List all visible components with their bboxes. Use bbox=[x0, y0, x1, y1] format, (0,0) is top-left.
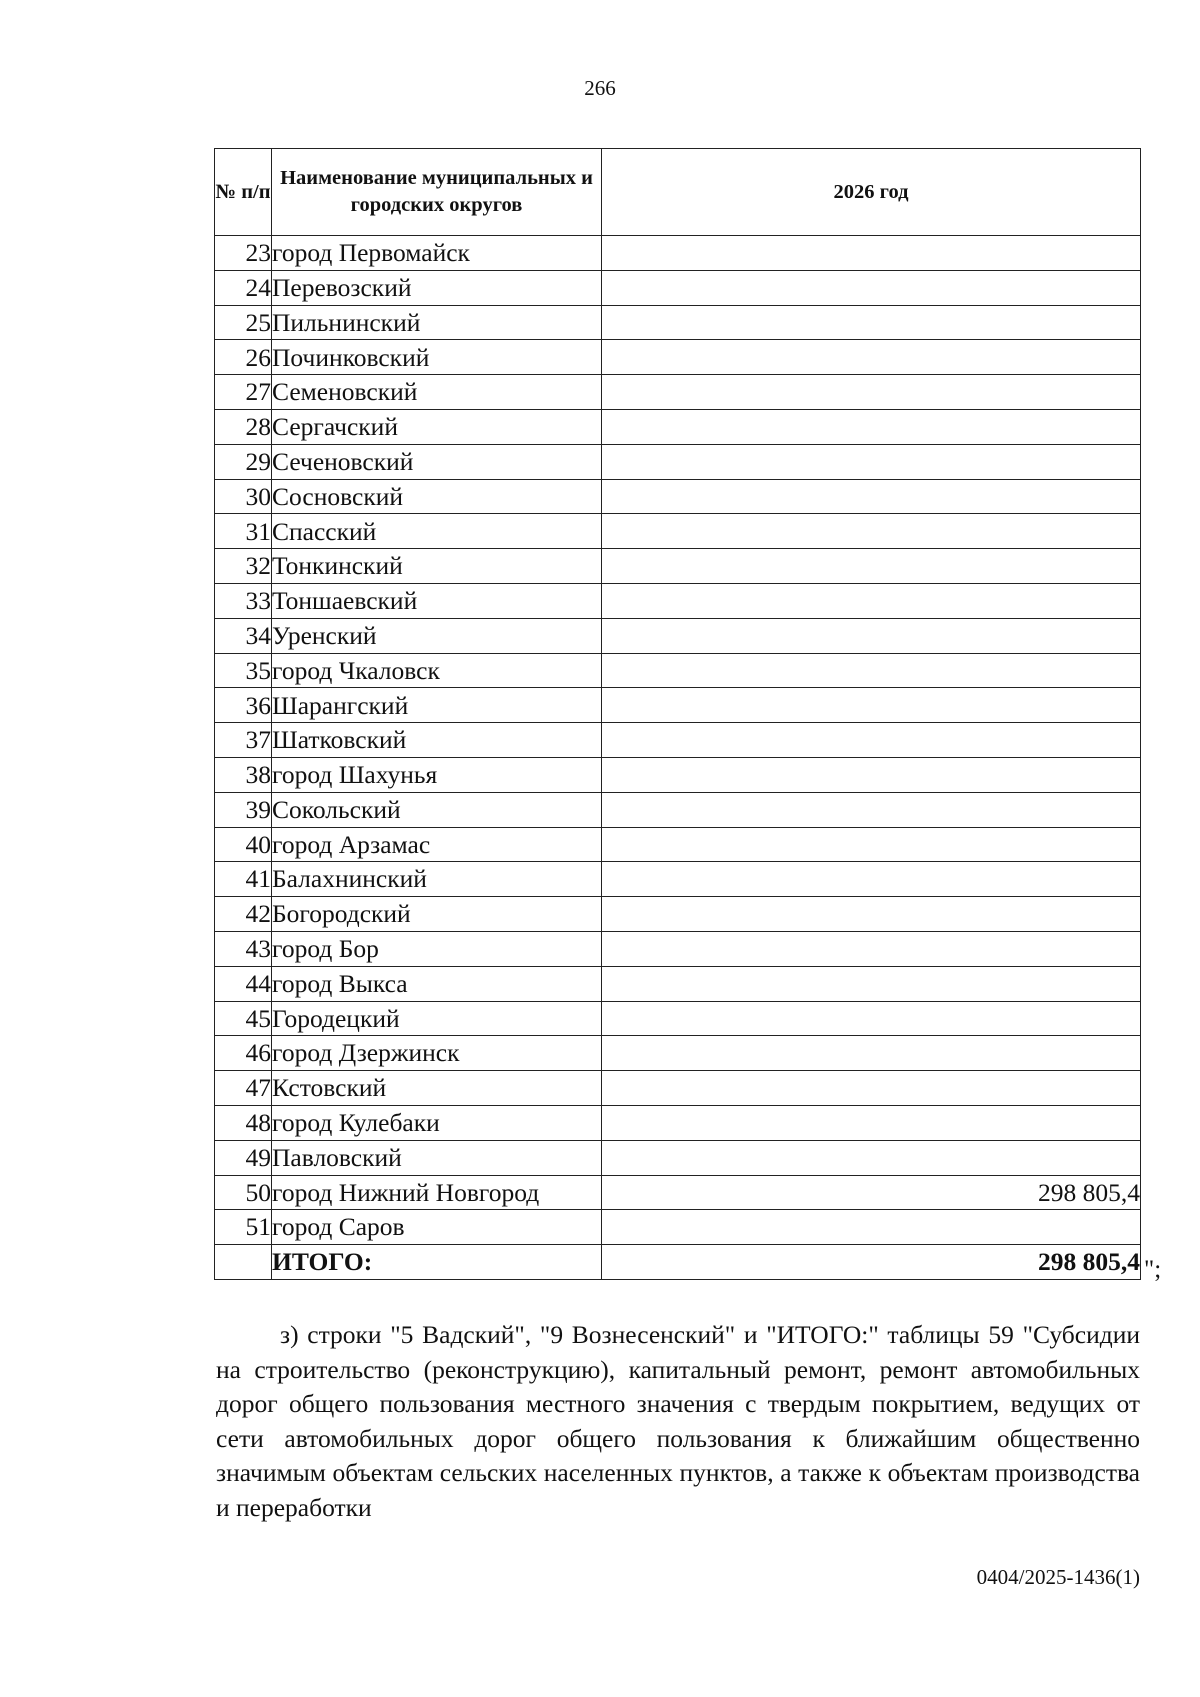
row-number: 48 bbox=[215, 1105, 272, 1140]
row-value bbox=[602, 757, 1141, 792]
row-number: 40 bbox=[215, 827, 272, 862]
row-name: Починковский bbox=[272, 340, 602, 375]
row-value bbox=[602, 653, 1141, 688]
row-name: город Чкаловск bbox=[272, 653, 602, 688]
table-row bbox=[215, 757, 1141, 792]
row-name: Сосновский bbox=[272, 479, 602, 514]
row-number: 31 bbox=[215, 514, 272, 549]
row-value bbox=[602, 618, 1141, 653]
total-label: ИТОГО: bbox=[272, 1245, 602, 1280]
header-year: 2026 год bbox=[602, 149, 1141, 236]
row-number: 26 bbox=[215, 340, 272, 375]
row-value bbox=[602, 1105, 1141, 1140]
table-row bbox=[215, 862, 1141, 897]
row-value bbox=[602, 1210, 1141, 1245]
table-row bbox=[215, 1001, 1141, 1036]
page-number: 266 bbox=[584, 76, 616, 100]
row-value bbox=[602, 409, 1141, 444]
table-row bbox=[215, 966, 1141, 1001]
table-row bbox=[215, 236, 1141, 271]
row-name: Пильнинский bbox=[272, 305, 602, 340]
row-name: город Арзамас bbox=[272, 827, 602, 862]
row-number: 23 bbox=[215, 236, 272, 271]
row-name: город Шахунья bbox=[272, 757, 602, 792]
total-num-cell bbox=[215, 1245, 272, 1280]
row-number: 51 bbox=[215, 1210, 272, 1245]
table-row bbox=[215, 1105, 1141, 1140]
row-number: 29 bbox=[215, 444, 272, 479]
row-value bbox=[602, 270, 1141, 305]
row-number: 37 bbox=[215, 723, 272, 758]
row-number: 49 bbox=[215, 1140, 272, 1175]
header-name: Наименование муниципальных и городских округов bbox=[272, 149, 602, 236]
table-row bbox=[215, 549, 1141, 584]
row-name: город Выкса bbox=[272, 966, 602, 1001]
row-name: Уренский bbox=[272, 618, 602, 653]
row-value bbox=[602, 931, 1141, 966]
row-name: город Саров bbox=[272, 1210, 602, 1245]
row-name: город Бор bbox=[272, 931, 602, 966]
table-row bbox=[215, 1140, 1141, 1175]
row-name: город Нижний Новгород bbox=[272, 1175, 602, 1210]
row-value bbox=[602, 897, 1141, 932]
row-name: Спасский bbox=[272, 514, 602, 549]
closing-quote: "; bbox=[1144, 1256, 1162, 1283]
row-value bbox=[602, 827, 1141, 862]
row-number: 33 bbox=[215, 583, 272, 618]
table-row bbox=[215, 653, 1141, 688]
row-number: 39 bbox=[215, 792, 272, 827]
table-row bbox=[215, 1175, 1141, 1210]
row-value bbox=[602, 583, 1141, 618]
row-number: 27 bbox=[215, 375, 272, 410]
document-code: 0404/2025-1436(1) bbox=[976, 1565, 1140, 1589]
row-number: 41 bbox=[215, 862, 272, 897]
row-name: Шарангский bbox=[272, 688, 602, 723]
row-name: Сергачский bbox=[272, 409, 602, 444]
table-row bbox=[215, 270, 1141, 305]
row-name: Павловский bbox=[272, 1140, 602, 1175]
row-value bbox=[602, 340, 1141, 375]
row-name: Сокольский bbox=[272, 792, 602, 827]
row-value bbox=[602, 688, 1141, 723]
row-number: 24 bbox=[215, 270, 272, 305]
row-number: 46 bbox=[215, 1036, 272, 1071]
table-row bbox=[215, 340, 1141, 375]
row-value bbox=[602, 236, 1141, 271]
subsidy-table bbox=[214, 148, 1141, 1280]
row-number: 30 bbox=[215, 479, 272, 514]
table-row bbox=[215, 1071, 1141, 1106]
row-number: 47 bbox=[215, 1071, 272, 1106]
row-number: 28 bbox=[215, 409, 272, 444]
row-name: Городецкий bbox=[272, 1001, 602, 1036]
table-row bbox=[215, 792, 1141, 827]
row-name: Семеновский bbox=[272, 375, 602, 410]
row-number: 50 bbox=[215, 1175, 272, 1210]
total-value: 298 805,4 bbox=[602, 1245, 1141, 1280]
total-row bbox=[215, 1245, 1141, 1280]
table-row bbox=[215, 723, 1141, 758]
row-name: Перевозский bbox=[272, 270, 602, 305]
row-number: 34 bbox=[215, 618, 272, 653]
row-name: город Первомайск bbox=[272, 236, 602, 271]
row-value bbox=[602, 479, 1141, 514]
table-row bbox=[215, 409, 1141, 444]
row-name: Балахнинский bbox=[272, 862, 602, 897]
row-value bbox=[602, 549, 1141, 584]
row-value bbox=[602, 514, 1141, 549]
table-row bbox=[215, 305, 1141, 340]
row-value bbox=[602, 1071, 1141, 1106]
row-number: 36 bbox=[215, 688, 272, 723]
row-name: Кстовский bbox=[272, 1071, 602, 1106]
row-name: Тонкинский bbox=[272, 549, 602, 584]
table-row bbox=[215, 931, 1141, 966]
table-header-row bbox=[215, 149, 1141, 236]
row-number: 42 bbox=[215, 897, 272, 932]
row-number: 43 bbox=[215, 931, 272, 966]
row-value bbox=[602, 792, 1141, 827]
row-value bbox=[602, 723, 1141, 758]
row-value bbox=[602, 966, 1141, 1001]
row-value: 298 805,4 bbox=[602, 1175, 1141, 1210]
row-number: 45 bbox=[215, 1001, 272, 1036]
row-name: Богородский bbox=[272, 897, 602, 932]
row-name: город Кулебаки bbox=[272, 1105, 602, 1140]
table-body bbox=[215, 236, 1141, 1245]
table-row bbox=[215, 583, 1141, 618]
row-name: Сеченовский bbox=[272, 444, 602, 479]
table-row bbox=[215, 479, 1141, 514]
table-row bbox=[215, 897, 1141, 932]
row-number: 25 bbox=[215, 305, 272, 340]
table-row bbox=[215, 514, 1141, 549]
row-name: Шатковский bbox=[272, 723, 602, 758]
table-row bbox=[215, 1036, 1141, 1071]
row-name: город Дзержинск bbox=[272, 1036, 602, 1071]
header-num: № п/п bbox=[215, 149, 272, 236]
table-row bbox=[215, 688, 1141, 723]
row-number: 35 bbox=[215, 653, 272, 688]
row-value bbox=[602, 444, 1141, 479]
table-row bbox=[215, 827, 1141, 862]
row-value bbox=[602, 1036, 1141, 1071]
table-row bbox=[215, 444, 1141, 479]
row-value bbox=[602, 862, 1141, 897]
table-row bbox=[215, 1210, 1141, 1245]
row-value bbox=[602, 1001, 1141, 1036]
row-number: 38 bbox=[215, 757, 272, 792]
row-name: Тоншаевский bbox=[272, 583, 602, 618]
row-value bbox=[602, 305, 1141, 340]
amendment-paragraph: з) строки "5 Вадский", "9 Вознесенский" и "ИТОГО:" таблицы 59 "Субсидии на строительство (реконструкцию), капитальный ремонт, ремонт автомобильных дорог общего пользования местного значения с твердым покрытием, ведущих от сети автомобильных дорог общего пользования к ближайшим общественно значимым объектам сельских населенных пунктов, а также к объектам производства и переработки bbox=[216, 1320, 1140, 1522]
table-row bbox=[215, 618, 1141, 653]
row-value bbox=[602, 1140, 1141, 1175]
row-number: 32 bbox=[215, 549, 272, 584]
row-number: 44 bbox=[215, 966, 272, 1001]
table-row bbox=[215, 375, 1141, 410]
row-value bbox=[602, 375, 1141, 410]
